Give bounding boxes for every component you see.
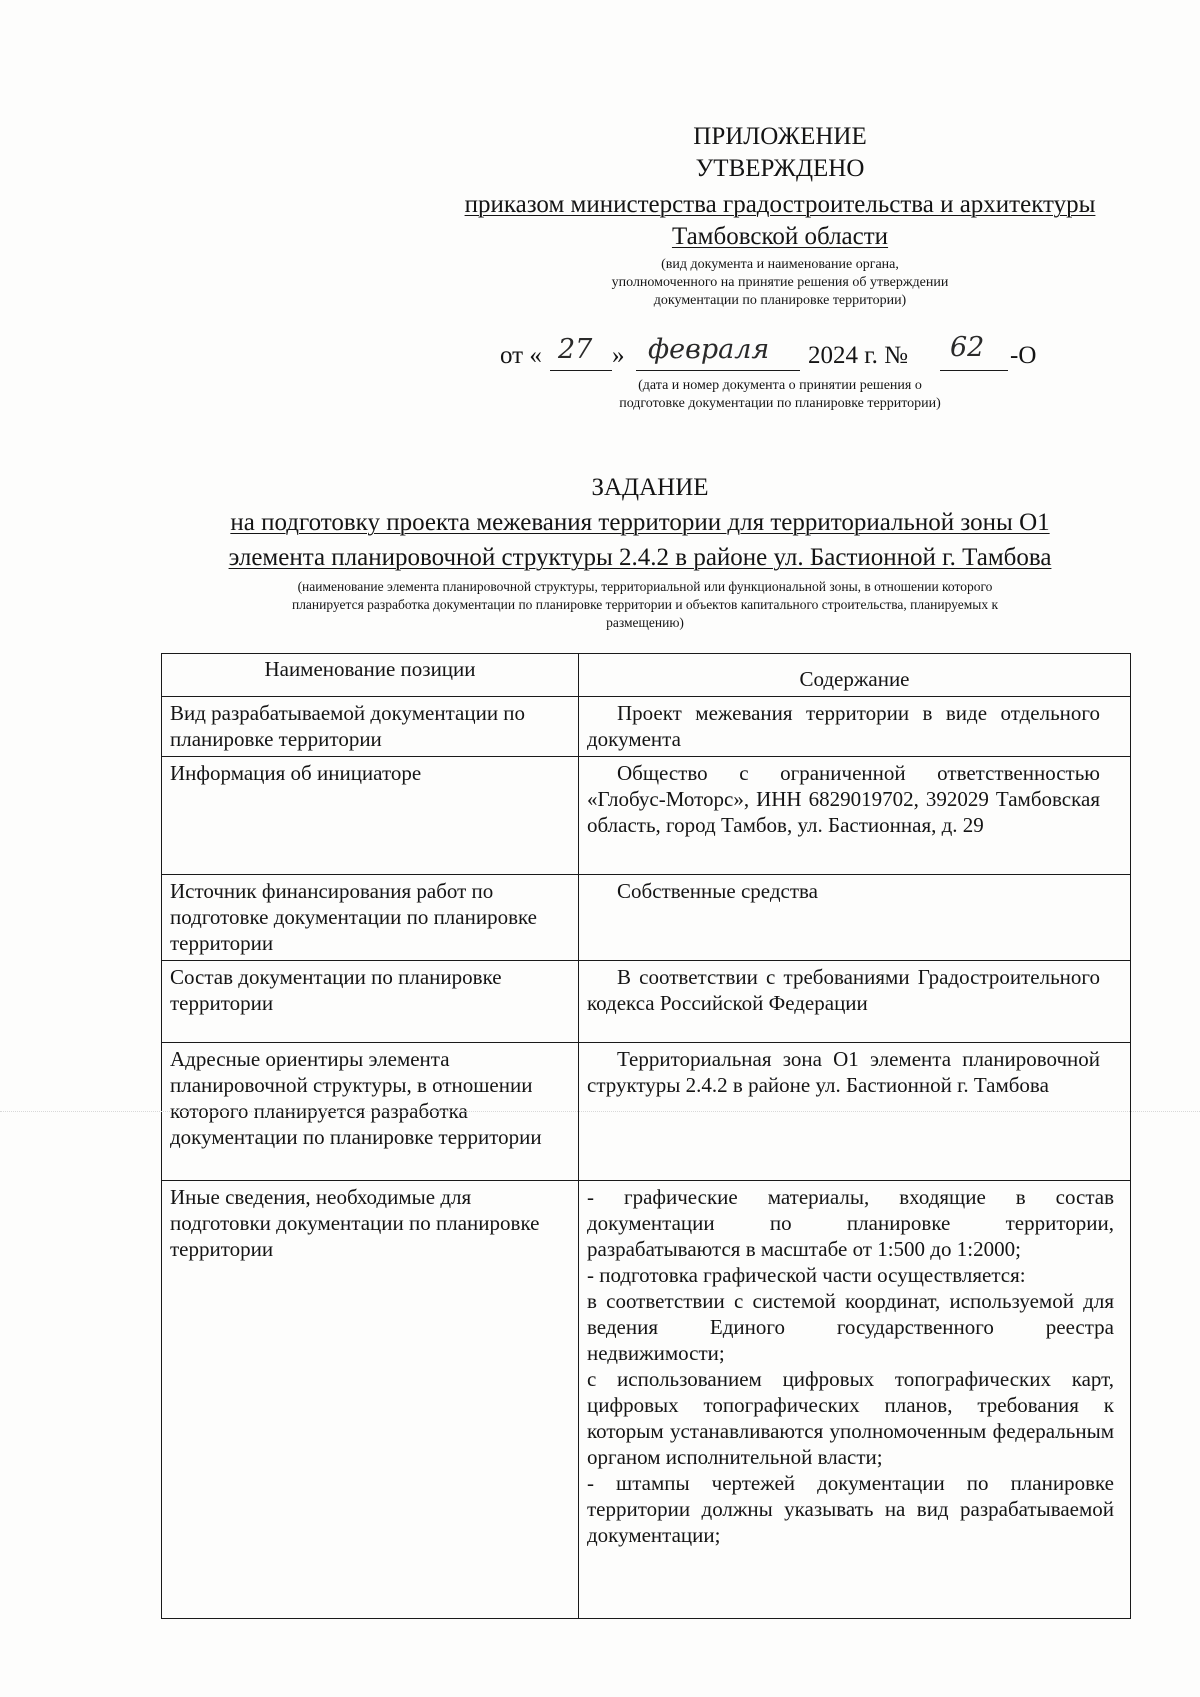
order-hint [480,256,1080,310]
table-row [162,875,1131,961]
other-info-paragraph: - графические материалы, входящие в состав документации по планировке территории, разрабатываются в масштабе от 1:500 до 1:2000; [587,1185,1114,1261]
date-prefix: от « [500,342,542,369]
doc-number-suffix: -О [1010,342,1037,369]
task-hint-line: размещению) [606,615,684,630]
order-hint-line: (вид документа и наименование органа, [661,257,899,272]
date-month-handwritten: февраля [648,334,770,365]
order-line-2: Тамбовской области [671,223,889,250]
row-name-address: Адресные ориентиры элемента планировочной структуры, в отношении которого планируется разработка документации по планировке территории [162,1043,579,1181]
row-content-funding: Собственные средства [579,875,1131,961]
date-hint-line: подготовке документации по планировке территории) [619,396,941,411]
task-hint-line: планируется разработка документации по планировке территории и объектов капитального строительства, планируемых к [291,597,999,612]
row-content-initiator: Общество с ограниченной ответственностью «Глобус-Моторс», ИНН 6829019702, 392029 Тамбовская область, город Тамбов, ул. Бастионная, д. 29 [579,757,1131,875]
date-hint [520,377,1040,413]
other-info-paragraph: - подготовка графической части осуществляется: [587,1263,1026,1287]
date-year: 2024 г. № [808,342,909,369]
doc-number-handwritten: 62 [950,332,985,363]
date-day-handwritten: 27 [558,334,593,365]
row-name-other-info: Иные сведения, необходимые для подготовки документации по планировке территории [162,1181,579,1619]
other-info-paragraph: с использованием цифровых топографических карт, цифровых топографических планов, требования к которым устанавливаются уполномоченным федеральным органом исполнительной власти; [587,1367,1114,1469]
task-hint-line: (наименование элемента планировочной структуры, территориальной или функциональной зоны, в отношении которого [297,579,993,594]
row-name-initiator: Информация об инициаторе [162,757,579,875]
table-row [162,961,1131,1043]
row-name-composition: Состав документации по планировке территории [162,961,579,1043]
table-row [162,697,1131,757]
task-table [161,653,1131,1619]
task-title: ЗАДАНИЕ [591,474,709,501]
table-row [162,1181,1131,1619]
date-mid: » [612,342,625,369]
column-header-position: Наименование позиции [162,654,579,697]
other-info-paragraph: в соответствии с системой координат, используемой для ведения Единого государственного реестра недвижимости; [587,1289,1114,1365]
order-hint-line: документации по планировке территории) [653,293,907,308]
appendix-label: ПРИЛОЖЕНИЕ [693,123,867,150]
scan-artifact-line [0,1111,1200,1112]
table-header-row [162,654,1131,697]
date-hint-line: (дата и номер документа о принятии решения о [638,378,922,393]
date-number-line [500,332,1060,380]
row-content-address: Территориальная зона О1 элемента планировочной структуры 2.4.2 в районе ул. Бастионной г. Тамбова [579,1043,1131,1181]
other-info-paragraph: - штампы чертежей документации по планировке территории должны указывать на вид разрабатываемой документации; [587,1471,1114,1547]
row-name-doc-type: Вид разрабатываемой документации по планировке территории [162,697,579,757]
task-subject-line-2: элемента планировочной структуры 2.4.2 в районе ул. Бастионной г. Тамбова [228,544,1052,571]
table-row [162,757,1131,875]
task-subject-line-1: на подготовку проекта межевания территории для территориальной зоны О1 [230,509,1050,536]
row-content-doc-type: Проект межевания территории в виде отдельного документа [579,697,1131,757]
order-line-1: приказом министерства градостроительства и архитектуры [464,191,1096,218]
task-hint [140,578,1150,632]
row-content-other-info [579,1181,1131,1619]
column-header-content: Содержание [579,654,1131,697]
order-hint-line: уполномоченного на принятие решения об утверждении [611,275,949,290]
row-name-funding: Источник финансирования работ по подготовке документации по планировке территории [162,875,579,961]
approved-label: УТВЕРЖДЕНО [695,155,865,182]
row-content-composition: В соответствии с требованиями Градостроительного кодекса Российской Федерации [579,961,1131,1043]
